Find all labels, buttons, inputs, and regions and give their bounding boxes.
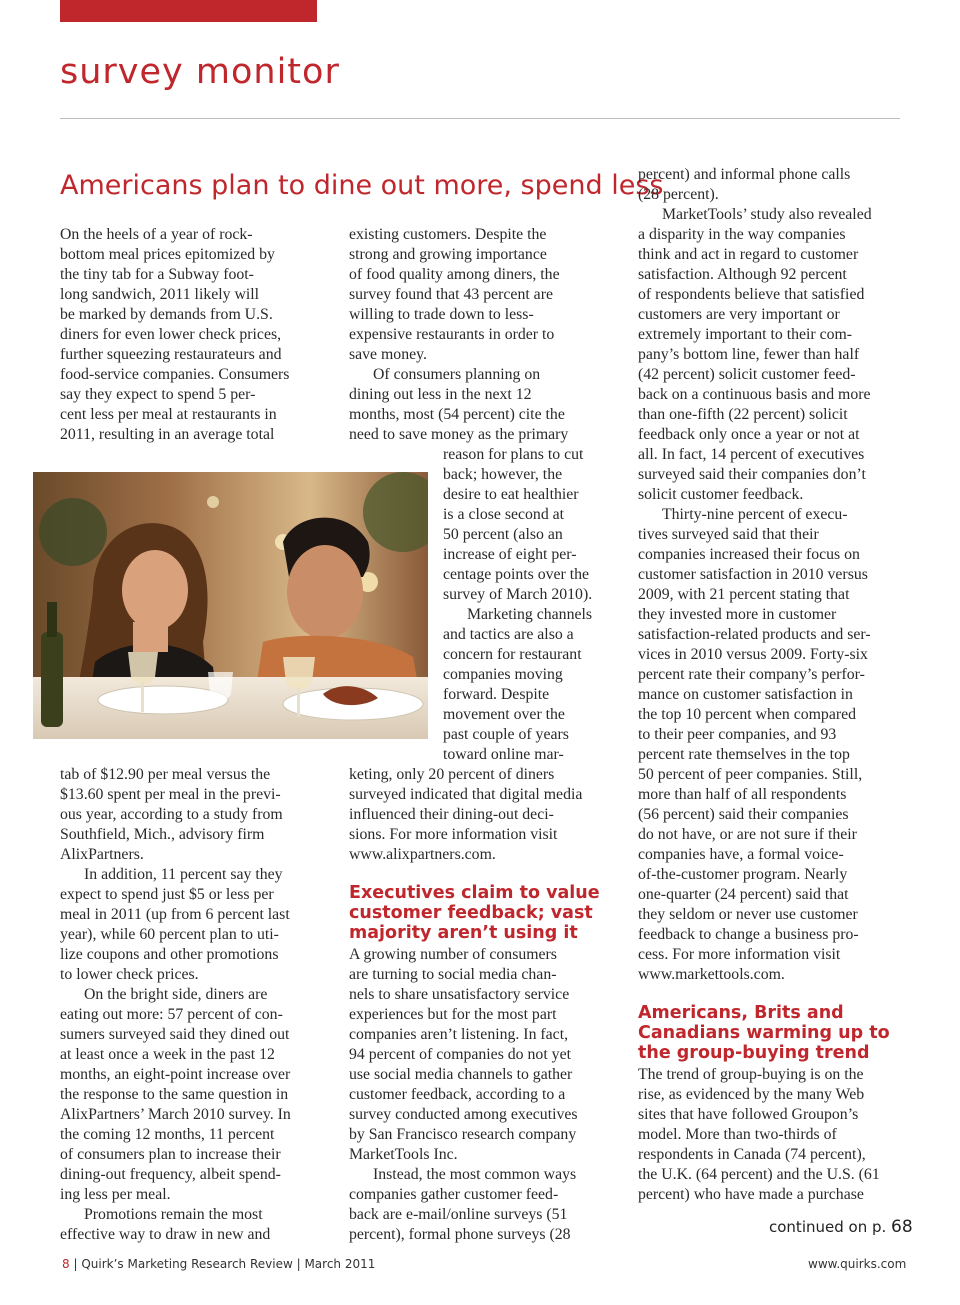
text-line: percent) who have made a purchase (638, 1186, 864, 1203)
section-title: survey monitor (60, 52, 340, 92)
subhead-line: customer feedback; vast (349, 903, 593, 923)
text-line: back; however, the (443, 466, 563, 483)
text-line: movement over the (443, 706, 565, 723)
text-line: past couple of years (443, 726, 569, 743)
text-line: feedback to change a business pro- (638, 926, 859, 943)
subhead-line: the group-buying trend (638, 1043, 870, 1063)
text-line: 2009, with 21 percent stating that (638, 586, 850, 603)
text-line: On the bright side, diners are (84, 986, 268, 1003)
text-line: Instead, the most common ways (373, 1166, 577, 1183)
text-line: sites that have followed Groupon’s (638, 1106, 859, 1123)
text-line: percent), formal phone surveys (28 (349, 1226, 571, 1243)
text-line: lize coupons and other promotions (60, 946, 279, 963)
text-line: back on a continuous basis and more (638, 386, 871, 403)
column2-narrow-text (443, 445, 592, 765)
text-line: sumers surveyed said they dined out (60, 1026, 290, 1043)
footer-separator: | (73, 1257, 78, 1271)
text-line: solicit customer feedback. (638, 486, 804, 503)
text-line: survey found that 43 percent are (349, 286, 553, 303)
text-line: In addition, 11 percent say they (84, 866, 283, 883)
text-line: surveyed indicated that digital media (349, 786, 583, 803)
text-line: pany’s bottom line, fewer than half (638, 346, 860, 363)
text-line: A growing number of consumers (349, 946, 557, 963)
column3-top-text (638, 165, 872, 985)
text-line: they seldom or never use customer (638, 906, 858, 923)
text-line: Thirty-nine percent of execu- (662, 506, 848, 523)
text-line: experiences but for the most part (349, 1006, 557, 1023)
text-line: months, most (54 percent) cite the (349, 406, 565, 423)
text-line: Southfield, Mich., advisory firm (60, 826, 265, 843)
text-line: concern for restaurant (443, 646, 582, 663)
text-line: the top 10 percent when compared (638, 706, 857, 723)
text-line: be marked by demands from U.S. (60, 306, 273, 323)
text-line: percent rate themselves in the top (638, 746, 850, 763)
text-line: dining-out frequency, albeit spend- (60, 1166, 281, 1183)
text-line: of respondents believe that satisfied (638, 286, 865, 303)
column3-bottom-text (638, 1065, 880, 1205)
text-line: percent) and informal phone calls (638, 166, 851, 183)
subhead-line: Canadians warming up to (638, 1023, 890, 1043)
dining-couple-photo (33, 472, 428, 739)
text-line: meal in 2011 (up from 6 percent last (60, 906, 290, 923)
text-line: the U.K. (64 percent) and the U.S. (61 (638, 1166, 880, 1183)
column2-mid-text (349, 765, 582, 865)
column2-top-text (349, 225, 568, 445)
text-line: at least once a week in the past 12 (60, 1046, 275, 1063)
text-line: the tiny tab for a Subway foot- (60, 266, 254, 283)
text-line: by San Francisco research company (349, 1126, 577, 1143)
page-number: 8 (62, 1257, 70, 1271)
text-line: of consumers plan to increase their (60, 1146, 281, 1163)
text-line: they invested more in customer (638, 606, 837, 623)
footer-publication (62, 1257, 375, 1271)
text-line: The trend of group-buying is on the (638, 1066, 864, 1083)
text-line: dining out less in the next 12 (349, 386, 532, 403)
header-red-bar (60, 0, 317, 22)
text-line: satisfaction-related products and ser- (638, 626, 871, 643)
text-line: companies have, a formal voice- (638, 846, 844, 863)
text-line: sions. For more information visit (349, 826, 558, 843)
text-line: feedback only once a year or not at (638, 426, 860, 443)
article-headline: Americans plan to dine out more, spend less (60, 170, 664, 201)
text-line: save money. (349, 346, 427, 363)
text-line: www.markettools.com. (638, 966, 785, 983)
text-line: of food quality among diners, the (349, 266, 560, 283)
text-line: willing to trade down to less- (349, 306, 534, 323)
text-line: rise, as evidenced by the many Web (638, 1086, 865, 1103)
text-line: bottom meal prices epitomized by (60, 246, 275, 263)
text-line: influenced their dining-out deci- (349, 806, 554, 823)
text-line: nels to share unsatisfactory service (349, 986, 570, 1003)
text-line: months, an eight-point increase over (60, 1066, 291, 1083)
text-line: do not have, or are not sure if their (638, 826, 857, 843)
text-line: cent less per meal at restaurants in (60, 406, 277, 423)
text-line: ing less per meal. (60, 1186, 171, 1203)
continued-page: 68 (891, 1217, 913, 1237)
text-line: 50 percent (also an (443, 526, 563, 543)
text-line: companies gather customer feed- (349, 1186, 559, 1203)
text-line: Promotions remain the most (84, 1206, 263, 1223)
text-line: www.alixpartners.com. (349, 846, 496, 863)
text-line: customer feedback, according to a (349, 1086, 566, 1103)
text-line: percent rate their company’s perfor- (638, 666, 865, 683)
publication-name: Quirk’s Marketing Research Review | March 2011 (81, 1257, 376, 1271)
text-line: eating out more: 57 percent of con- (60, 1006, 283, 1023)
text-line: strong and growing importance (349, 246, 547, 263)
text-line: cess. For more information visit (638, 946, 841, 963)
footer-website[interactable]: www.quirks.com (808, 1257, 907, 1271)
text-line: centage points over the (443, 566, 590, 583)
text-line: satisfaction. Although 92 percent (638, 266, 847, 283)
text-line: toward online mar- (443, 746, 564, 763)
text-line: existing customers. Despite the (349, 226, 547, 243)
text-line: MarketTools Inc. (349, 1146, 458, 1163)
text-line: than one-fifth (22 percent) solicit (638, 406, 848, 423)
text-line: (56 percent) said their companies (638, 806, 849, 823)
text-line: extremely important to their com- (638, 326, 853, 343)
text-line: $13.60 spent per meal in the previ- (60, 786, 281, 803)
text-line: (42 percent) solicit customer feed- (638, 366, 856, 383)
text-line: vices in 2010 versus 2009. Forty-six (638, 646, 868, 663)
header-rule (60, 118, 900, 119)
text-line: respondents in Canada (74 percent), (638, 1146, 866, 1163)
subhead-line: Americans, Brits and (638, 1003, 844, 1023)
continued-notice (769, 1217, 913, 1237)
text-line: model. More than two-thirds of (638, 1126, 837, 1143)
text-line: survey of March 2010). (443, 586, 593, 603)
text-line: companies increased their focus on (638, 546, 860, 563)
text-line: On the heels of a year of rock- (60, 226, 253, 243)
text-line: AlixPartners’ March 2010 survey. In (60, 1106, 291, 1123)
subhead-line: Executives claim to value (349, 883, 600, 903)
text-line: companies aren’t listening. In fact, (349, 1026, 569, 1043)
text-line: all. In fact, 14 percent of executives (638, 446, 865, 463)
text-line: use social media channels to gather (349, 1066, 573, 1083)
text-line: year), while 60 percent plan to uti- (60, 926, 279, 943)
text-line: survey conducted among executives (349, 1106, 578, 1123)
text-line: AlixPartners. (60, 846, 144, 863)
text-line: increase of eight per- (443, 546, 577, 563)
text-line: tab of $12.90 per meal versus the (60, 766, 271, 783)
text-line: diners for even lower check prices, (60, 326, 282, 343)
text-line: reason for plans to cut (443, 446, 584, 463)
text-line: Of consumers planning on (373, 366, 541, 383)
text-line: mance on customer satisfaction in (638, 686, 853, 703)
text-line: say they expect to spend 5 per- (60, 386, 256, 403)
text-line: think and act in regard to customer (638, 246, 859, 263)
text-line: a disparity in the way companies (638, 226, 846, 243)
text-line: to their peer companies, and 93 (638, 726, 837, 743)
text-line: is a close second at (443, 506, 565, 523)
text-line: Marketing channels (467, 606, 593, 623)
text-line: 2011, resulting in an average total (60, 426, 275, 443)
text-line: expensive restaurants in order to (349, 326, 555, 343)
text-line: food-service companies. Consumers (60, 366, 290, 383)
text-line: more than half of all respondents (638, 786, 847, 803)
text-line: MarketTools’ study also revealed (662, 206, 872, 223)
text-line: tives surveyed said that their (638, 526, 819, 543)
text-line: forward. Despite (443, 686, 550, 703)
text-line: need to save money as the primary (349, 426, 569, 443)
subhead-executives (349, 883, 600, 943)
text-line: 50 percent of peer companies. Still, (638, 766, 863, 783)
text-line: (28 percent). (638, 186, 719, 203)
column1-bottom-text (60, 765, 291, 1245)
text-line: to lower check prices. (60, 966, 199, 983)
text-line: ous year, according to a study from (60, 806, 283, 823)
text-line: of-the-customer program. Nearly (638, 866, 848, 883)
text-line: surveyed said their companies don’t (638, 466, 866, 483)
text-line: back are e-mail/online surveys (51 (349, 1206, 568, 1223)
text-line: keting, only 20 percent of diners (349, 766, 555, 783)
text-line: customers are very important or (638, 306, 840, 323)
text-line: are turning to social media chan- (349, 966, 557, 983)
text-line: the response to the same question in (60, 1086, 289, 1103)
text-line: desire to eat healthier (443, 486, 579, 503)
text-line: further squeezing restaurateurs and (60, 346, 282, 363)
text-line: 94 percent of companies do not yet (349, 1046, 571, 1063)
text-line: the coming 12 months, 11 percent (60, 1126, 275, 1143)
column2-bottom-text (349, 945, 578, 1245)
text-line: customer satisfaction in 2010 versus (638, 566, 868, 583)
column1-top-text (60, 225, 289, 445)
subhead-group-buying (638, 1003, 890, 1063)
subhead-line: majority aren’t using it (349, 923, 578, 943)
text-line: one-quarter (24 percent) said that (638, 886, 849, 903)
text-line: expect to spend just $5 or less per (60, 886, 274, 903)
text-line: effective way to draw in new and (60, 1226, 271, 1243)
text-line: and tactics are also a (443, 626, 574, 643)
text-line: long sandwich, 2011 likely will (60, 286, 260, 303)
text-line: companies moving (443, 666, 563, 683)
continued-prefix: continued on p. (769, 1218, 887, 1236)
